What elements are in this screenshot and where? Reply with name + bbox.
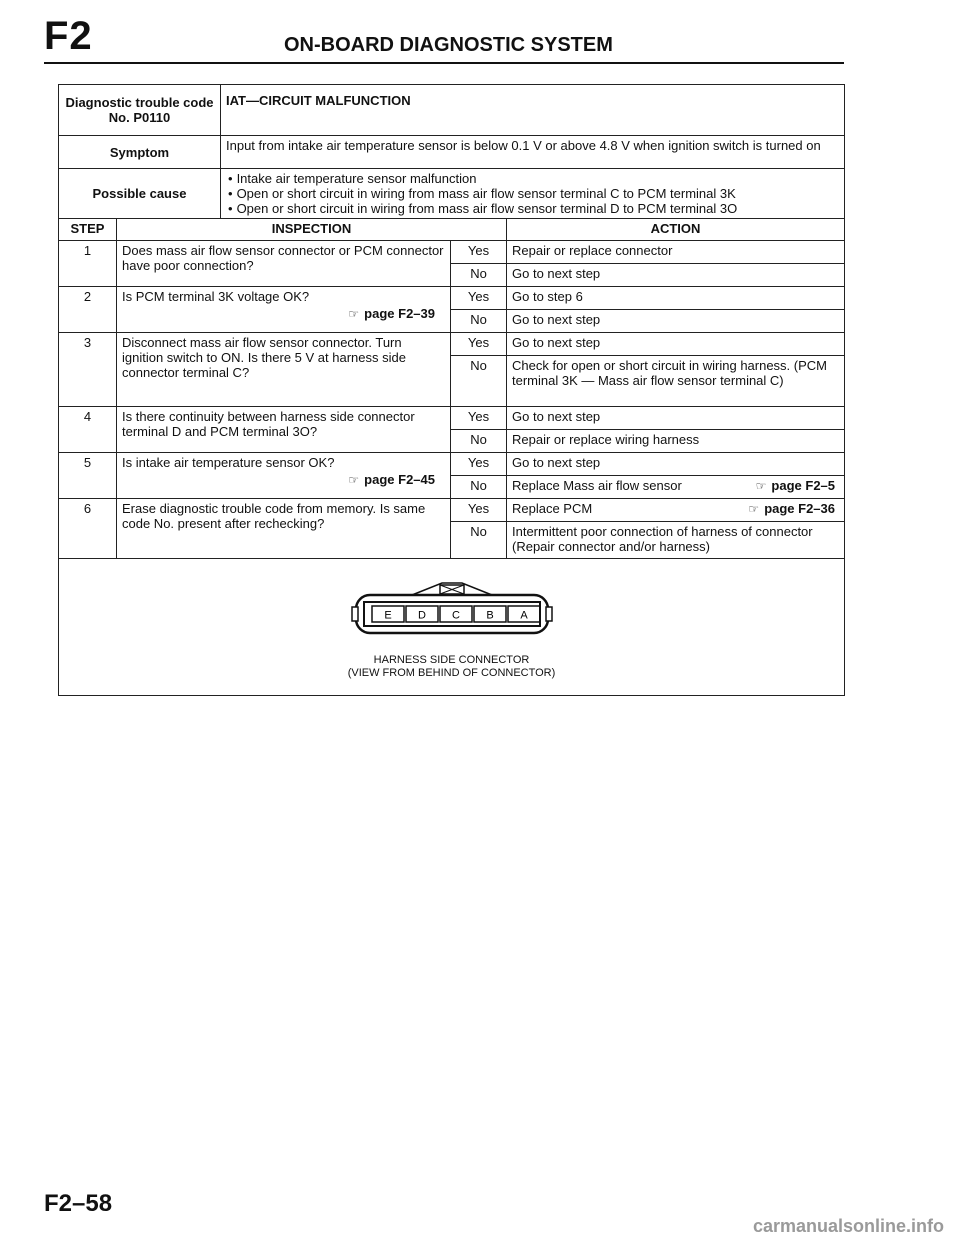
section-code: F2 <box>44 14 93 58</box>
inspection-text: Is intake air temperature sensor OK? <box>122 455 335 470</box>
no-action: Go to next step <box>507 264 845 287</box>
step-row <box>59 333 845 356</box>
title-rule <box>44 62 844 64</box>
cause-row <box>59 169 845 219</box>
no-label: No <box>451 310 507 333</box>
cause-label: Possible cause <box>59 169 221 219</box>
yes-label: Yes <box>451 241 507 264</box>
page-title: ON-BOARD DIAGNOSTIC SYSTEM <box>284 34 613 56</box>
no-action: Go to next step <box>507 310 845 333</box>
reference-hand-icon: ☞ <box>755 479 767 493</box>
step-row <box>59 241 845 264</box>
column-header-step: STEP <box>59 219 117 241</box>
cause-list-cell <box>221 169 845 219</box>
dtc-label: Diagnostic trouble code No. P0110 <box>59 85 221 136</box>
connector-caption-line1: HARNESS SIDE CONNECTOR <box>373 653 530 666</box>
column-header-action: ACTION <box>507 219 845 241</box>
no-label: No <box>451 356 507 407</box>
step-number: 3 <box>59 333 117 407</box>
no-action: Replace Mass air flow sensor <box>512 478 682 493</box>
step-row <box>59 499 845 522</box>
yes-action: Go to next step <box>507 453 845 476</box>
page-reference[interactable]: ☞ page F2–45 <box>348 472 435 487</box>
cause-item: • Open or short circuit in wiring from mass air flow sensor terminal D to PCM terminal 3O <box>238 201 839 216</box>
no-action-cell <box>507 476 845 499</box>
yes-label: Yes <box>451 453 507 476</box>
dtc-value: IAT—CIRCUIT MALFUNCTION <box>221 85 845 136</box>
yes-label: Yes <box>451 287 507 310</box>
page-reference[interactable]: ☞ page F2–36 <box>748 501 836 516</box>
step-inspection <box>117 407 451 453</box>
yes-action: Go to next step <box>507 333 845 356</box>
inspection-text: Is PCM terminal 3K voltage OK? <box>122 289 310 304</box>
symptom-value: Input from intake air temperature sensor is below 0.1 V or above 4.8 V when ignition switch is turned on <box>221 136 845 169</box>
column-header-row <box>59 219 845 241</box>
inspection-text: Does mass air flow sensor connector or PCM connector have poor connection? <box>122 243 444 273</box>
cause-list <box>226 171 839 216</box>
reference-hand-icon: ☞ <box>748 502 760 516</box>
connector-pin-label: B <box>485 609 494 621</box>
inspection-text: Is there continuity between harness side connector terminal D and PCM terminal 3O? <box>122 409 415 439</box>
no-action: Repair or replace wiring harness <box>507 430 845 453</box>
step-number: 1 <box>59 241 117 287</box>
yes-action: Go to step 6 <box>507 287 845 310</box>
reference-hand-icon: ☞ <box>348 307 360 321</box>
page-reference[interactable]: ☞ page F2–39 <box>348 306 435 321</box>
connector-pin-label: A <box>519 609 528 621</box>
page-reference[interactable]: ☞ page F2–5 <box>755 478 836 493</box>
no-label: No <box>451 522 507 559</box>
symptom-row <box>59 136 845 169</box>
diagram-row <box>59 559 845 696</box>
step-number: 6 <box>59 499 117 559</box>
step-number: 4 <box>59 407 117 453</box>
step-inspection <box>117 453 451 499</box>
step-row <box>59 453 845 476</box>
step-inspection <box>117 287 451 333</box>
cause-item: • Intake air temperature sensor malfunction <box>238 171 839 186</box>
page-number: F2–58 <box>44 1190 113 1217</box>
diagnostic-table <box>58 84 845 696</box>
connector-pin-label: C <box>451 609 460 621</box>
no-label: No <box>451 476 507 499</box>
no-action: Check for open or short circuit in wiring harness. (PCM terminal 3K — Mass air flow sensor terminal C) <box>507 356 845 407</box>
inspection-text: Erase diagnostic trouble code from memory. Is same code No. present after rechecking? <box>122 501 426 531</box>
step-inspection <box>117 499 451 559</box>
no-label: No <box>451 264 507 287</box>
dtc-row <box>59 85 845 136</box>
step-inspection <box>117 333 451 407</box>
connector-diagram-cell <box>59 559 845 696</box>
connector-caption-line2: (VIEW FROM BEHIND OF CONNECTOR) <box>347 666 556 679</box>
inspection-text: Disconnect mass air flow sensor connector. Turn ignition switch to ON. Is there 5 V at harness side connector terminal C? <box>122 335 406 380</box>
watermark: carmanualsonline.info <box>752 1216 944 1236</box>
no-action: Intermittent poor connection of harness of connector (Repair connector and/or harness) <box>507 522 845 559</box>
yes-action-cell <box>507 499 845 522</box>
yes-action: Replace PCM <box>512 501 593 516</box>
connector-diagram <box>342 575 562 649</box>
yes-label: Yes <box>451 407 507 430</box>
yes-label: Yes <box>451 333 507 356</box>
symptom-label: Symptom <box>59 136 221 169</box>
yes-action: Go to next step <box>507 407 845 430</box>
cause-item: • Open or short circuit in wiring from mass air flow sensor terminal C to PCM terminal 3K <box>238 186 839 201</box>
connector-pin-label: D <box>417 609 426 621</box>
yes-label: Yes <box>451 499 507 522</box>
step-number: 5 <box>59 453 117 499</box>
step-row <box>59 287 845 310</box>
connector-pin-label: E <box>383 609 392 621</box>
connector-caption <box>64 654 839 680</box>
column-header-inspection: INSPECTION <box>117 219 507 241</box>
step-inspection <box>117 241 451 287</box>
no-label: No <box>451 430 507 453</box>
reference-hand-icon: ☞ <box>348 473 360 487</box>
yes-action: Repair or replace connector <box>507 241 845 264</box>
step-row <box>59 407 845 430</box>
step-number: 2 <box>59 287 117 333</box>
